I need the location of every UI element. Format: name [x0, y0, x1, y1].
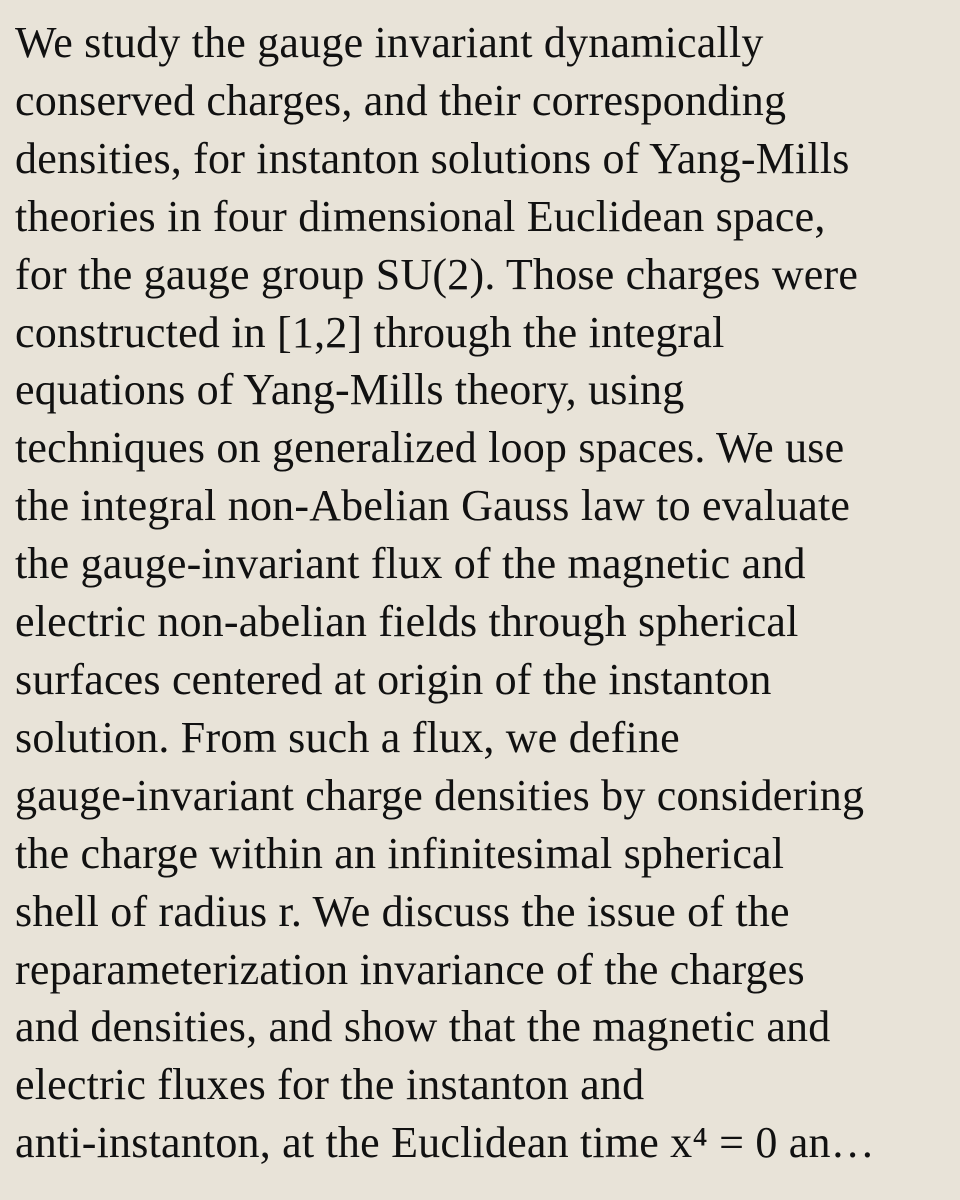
abstract-line: the charge within an infinitesimal spherical	[15, 828, 785, 878]
abstract-line: conserved charges, and their corresponding	[15, 75, 787, 125]
abstract-line: theories in four dimensional Euclidean space,	[15, 191, 826, 241]
abstract-line: solution. From such a flux, we define	[15, 712, 680, 762]
abstract-line: electric non-abelian fields through spherical	[15, 597, 799, 647]
abstract-text	[15, 14, 955, 1172]
abstract-line: densities, for instanton solutions of Yang-Mills	[15, 133, 850, 183]
abstract-line: gauge-invariant charge densities by considering	[15, 770, 865, 820]
abstract-line: electric fluxes for the instanton and	[15, 1060, 645, 1110]
abstract-line: anti-instanton, at the Euclidean time x⁴ = 0 an…	[15, 1118, 875, 1168]
abstract-line: the integral non-Abelian Gauss law to evaluate	[15, 481, 851, 531]
abstract-line: techniques on generalized loop spaces. We use	[15, 423, 845, 473]
abstract-line: constructed in [1,2] through the integral	[15, 307, 725, 357]
abstract-line: for the gauge group SU(2). Those charges were	[15, 249, 859, 299]
abstract-line: and densities, and show that the magnetic and	[15, 1002, 831, 1052]
abstract-line: shell of radius r. We discuss the issue of the	[15, 886, 790, 936]
abstract-line: equations of Yang-Mills theory, using	[15, 365, 685, 415]
abstract-line: reparameterization invariance of the charges	[15, 944, 805, 994]
abstract-line: surfaces centered at origin of the instanton	[15, 654, 772, 704]
abstract-line: We study the gauge invariant dynamically	[15, 18, 764, 67]
abstract-line: the gauge-invariant flux of the magnetic and	[15, 539, 806, 589]
